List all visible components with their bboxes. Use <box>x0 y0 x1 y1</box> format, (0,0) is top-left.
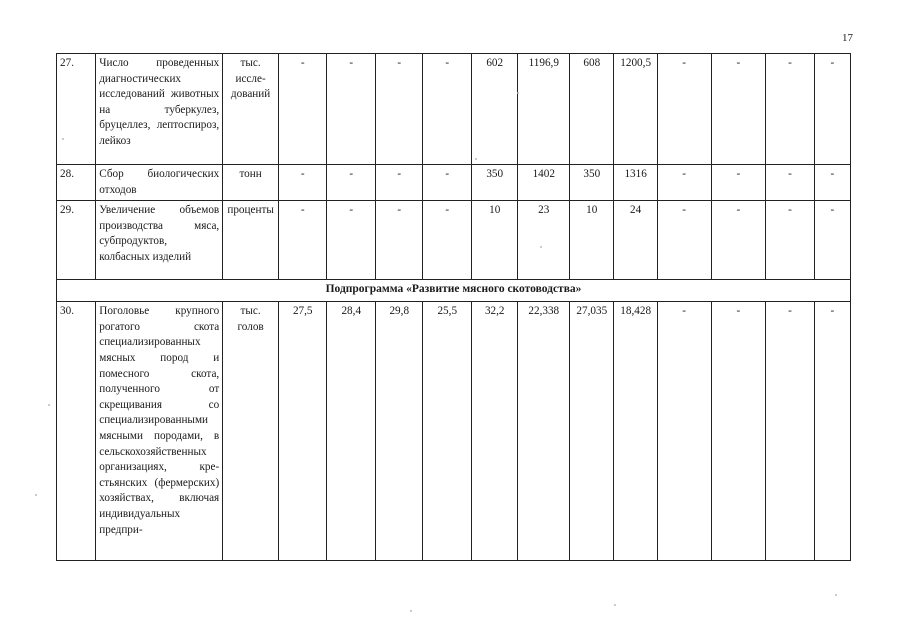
value-cell: - <box>278 201 327 280</box>
unit-of-measure: тонн <box>223 165 279 201</box>
value-cell: - <box>711 201 766 280</box>
indicator-name: Поголовье крупного рогатого скота специализированных мясных пород и помесного скота, полученного от скрещивания со специализированными мясными породами, в сельскохозяйственных организациях, крестьянских (фермерских) хозяйствах, включая индивидуальных предпри- <box>96 302 223 561</box>
value-cell: 1316 <box>614 165 657 201</box>
value-cell: 24 <box>614 201 657 280</box>
value-cell: - <box>376 54 423 165</box>
value-cell: - <box>327 165 376 201</box>
value-cell: - <box>423 201 472 280</box>
value-cell: - <box>711 302 766 561</box>
table-row <box>57 54 851 165</box>
value-cell: 27,5 <box>278 302 327 561</box>
table-row <box>57 165 851 201</box>
value-cell: 1402 <box>518 165 570 201</box>
value-cell: - <box>657 54 711 165</box>
value-cell: 1196,9 <box>518 54 570 165</box>
value-cell: - <box>376 201 423 280</box>
subprogram-title: Подпрограмма «Развитие мясного скотоводства» <box>57 280 851 302</box>
page-number: 17 <box>842 32 853 44</box>
value-cell: - <box>657 201 711 280</box>
row-number: 27. <box>57 54 96 165</box>
value-cell: - <box>766 165 815 201</box>
value-cell: - <box>711 54 766 165</box>
value-cell: 27,035 <box>570 302 614 561</box>
table-row <box>57 302 851 561</box>
value-cell: - <box>814 201 850 280</box>
value-cell: - <box>423 54 472 165</box>
indicators-table <box>56 53 851 561</box>
value-cell: 350 <box>570 165 614 201</box>
value-cell: 350 <box>472 165 518 201</box>
unit-of-measure: тыс. голов <box>223 302 279 561</box>
value-cell: 1200,5 <box>614 54 657 165</box>
unit-of-measure: проценты <box>223 201 279 280</box>
value-cell: 10 <box>570 201 614 280</box>
indicator-name: Число проведенных диагностических исследований животных на туберкулез, бруцеллез, лептоспироз, лейкоз <box>96 54 223 165</box>
value-cell: - <box>657 165 711 201</box>
indicator-name: Сбор биологических отходов <box>96 165 223 201</box>
row-number: 29. <box>57 201 96 280</box>
value-cell: 608 <box>570 54 614 165</box>
value-cell: 602 <box>472 54 518 165</box>
value-cell: - <box>766 54 815 165</box>
subprogram-row <box>57 280 851 302</box>
value-cell: - <box>327 201 376 280</box>
value-cell: 18,428 <box>614 302 657 561</box>
value-cell: - <box>766 201 815 280</box>
value-cell: 29,8 <box>376 302 423 561</box>
row-number: 30. <box>57 302 96 561</box>
value-cell: - <box>711 165 766 201</box>
value-cell: - <box>278 54 327 165</box>
value-cell: - <box>327 54 376 165</box>
value-cell: - <box>657 302 711 561</box>
value-cell: 23 <box>518 201 570 280</box>
row-number: 28. <box>57 165 96 201</box>
value-cell: - <box>766 302 815 561</box>
value-cell: - <box>376 165 423 201</box>
value-cell: 25,5 <box>423 302 472 561</box>
table-row <box>57 201 851 280</box>
unit-of-measure: тыс. исследований <box>223 54 279 165</box>
value-cell: 28,4 <box>327 302 376 561</box>
value-cell: - <box>814 54 850 165</box>
value-cell: - <box>278 165 327 201</box>
value-cell: - <box>423 165 472 201</box>
value-cell: - <box>814 165 850 201</box>
value-cell: 32,2 <box>472 302 518 561</box>
indicator-name: Увеличение объемов производства мяса, субпродуктов, колбасных изделий <box>96 201 223 280</box>
value-cell: - <box>814 302 850 561</box>
value-cell: 22,338 <box>518 302 570 561</box>
value-cell: 10 <box>472 201 518 280</box>
